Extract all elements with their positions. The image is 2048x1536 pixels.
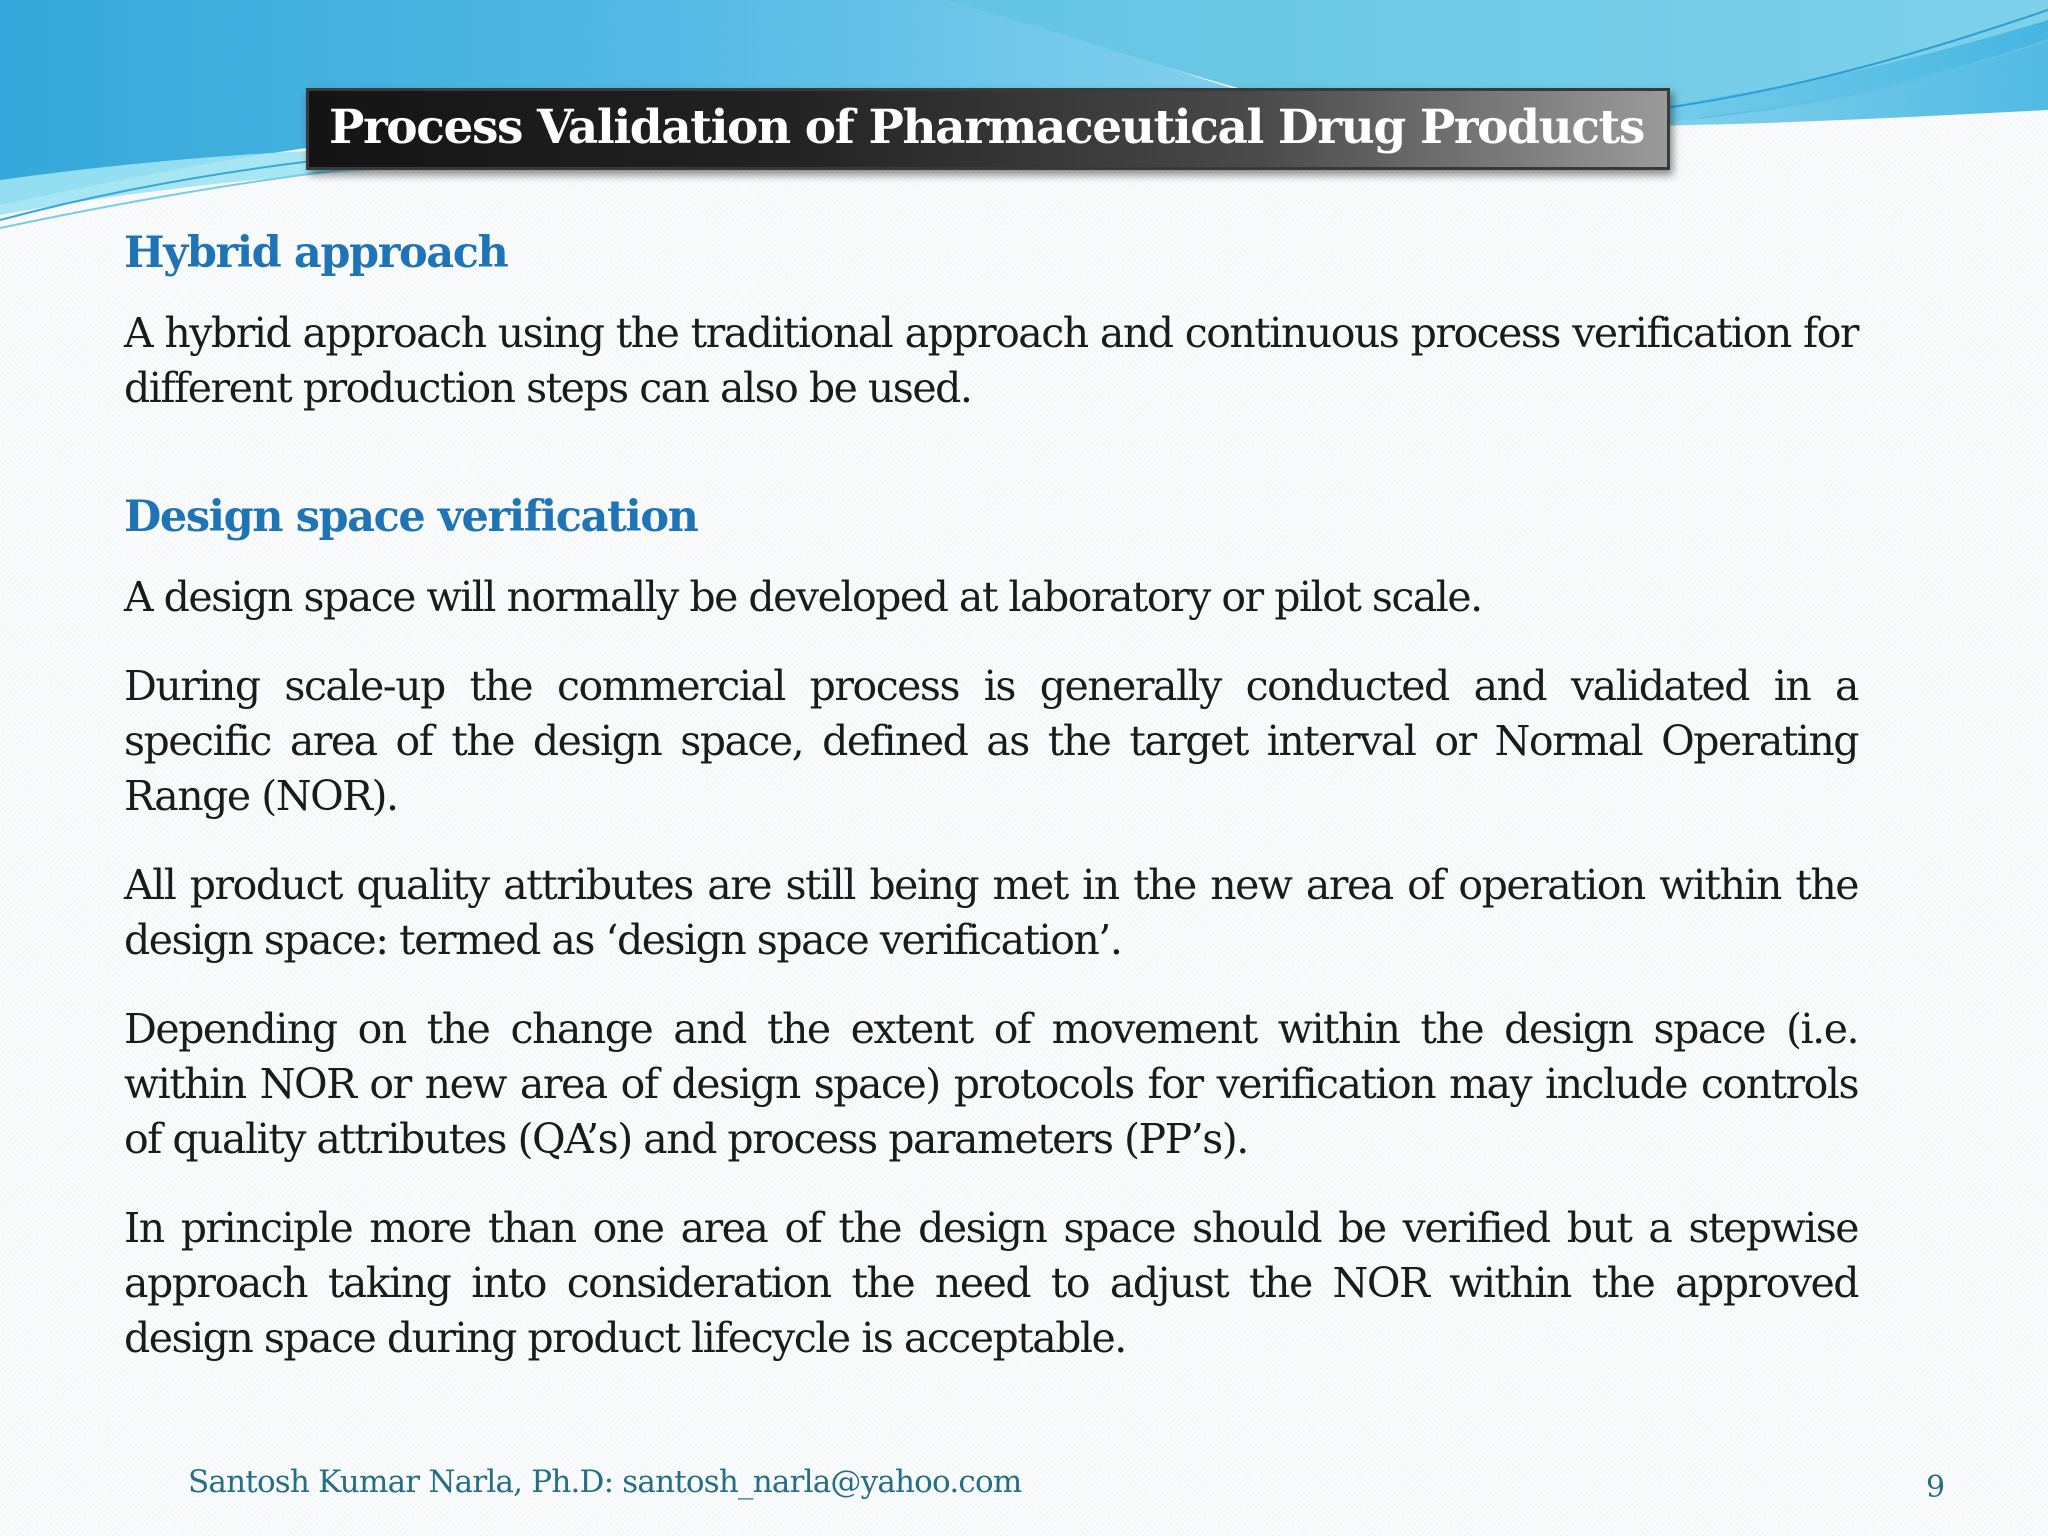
- paragraph: In principle more than one area of the design space should be verified but a stepwise approach taking into consideration the need to adjust the NOR within the approved design space during product lifecycle is acceptable.: [124, 1203, 1858, 1362]
- section-hybrid-approach: [124, 226, 1858, 416]
- paragraph: During scale-up the commercial process is generally conducted and validated in a specific area of the design space, defined as the target interval or Normal Operating Range (NOR).: [124, 661, 1858, 820]
- paragraph: A design space will normally be developed at laboratory or pilot scale.: [124, 572, 1482, 621]
- paragraph: A hybrid approach using the traditional approach and continuous process verification for different production steps can also be used.: [124, 308, 1858, 412]
- section-design-space-verification: [124, 490, 1858, 1366]
- paragraph: All product quality attributes are still being met in the new area of operation within the design space: termed as ‘design space verification’.: [124, 860, 1858, 964]
- slide-content: [124, 226, 1858, 1366]
- section-heading: Design space verification: [124, 491, 698, 542]
- page-number: 9: [1926, 1470, 1946, 1505]
- title-box: [306, 88, 1670, 170]
- section-heading: Hybrid approach: [124, 228, 508, 278]
- slide-title: Process Validation of Pharmaceutical Drug Products: [329, 100, 1644, 155]
- footer-author: Santosh Kumar Narla, Ph.D: santosh_narla@yahoo.com: [188, 1464, 1022, 1500]
- paragraph: Depending on the change and the extent of movement within the design space (i.e. within NOR or new area of design space) protocols for verification may include controls of quality attributes (QA’s) and process parameters (PP’s).: [124, 1004, 1858, 1163]
